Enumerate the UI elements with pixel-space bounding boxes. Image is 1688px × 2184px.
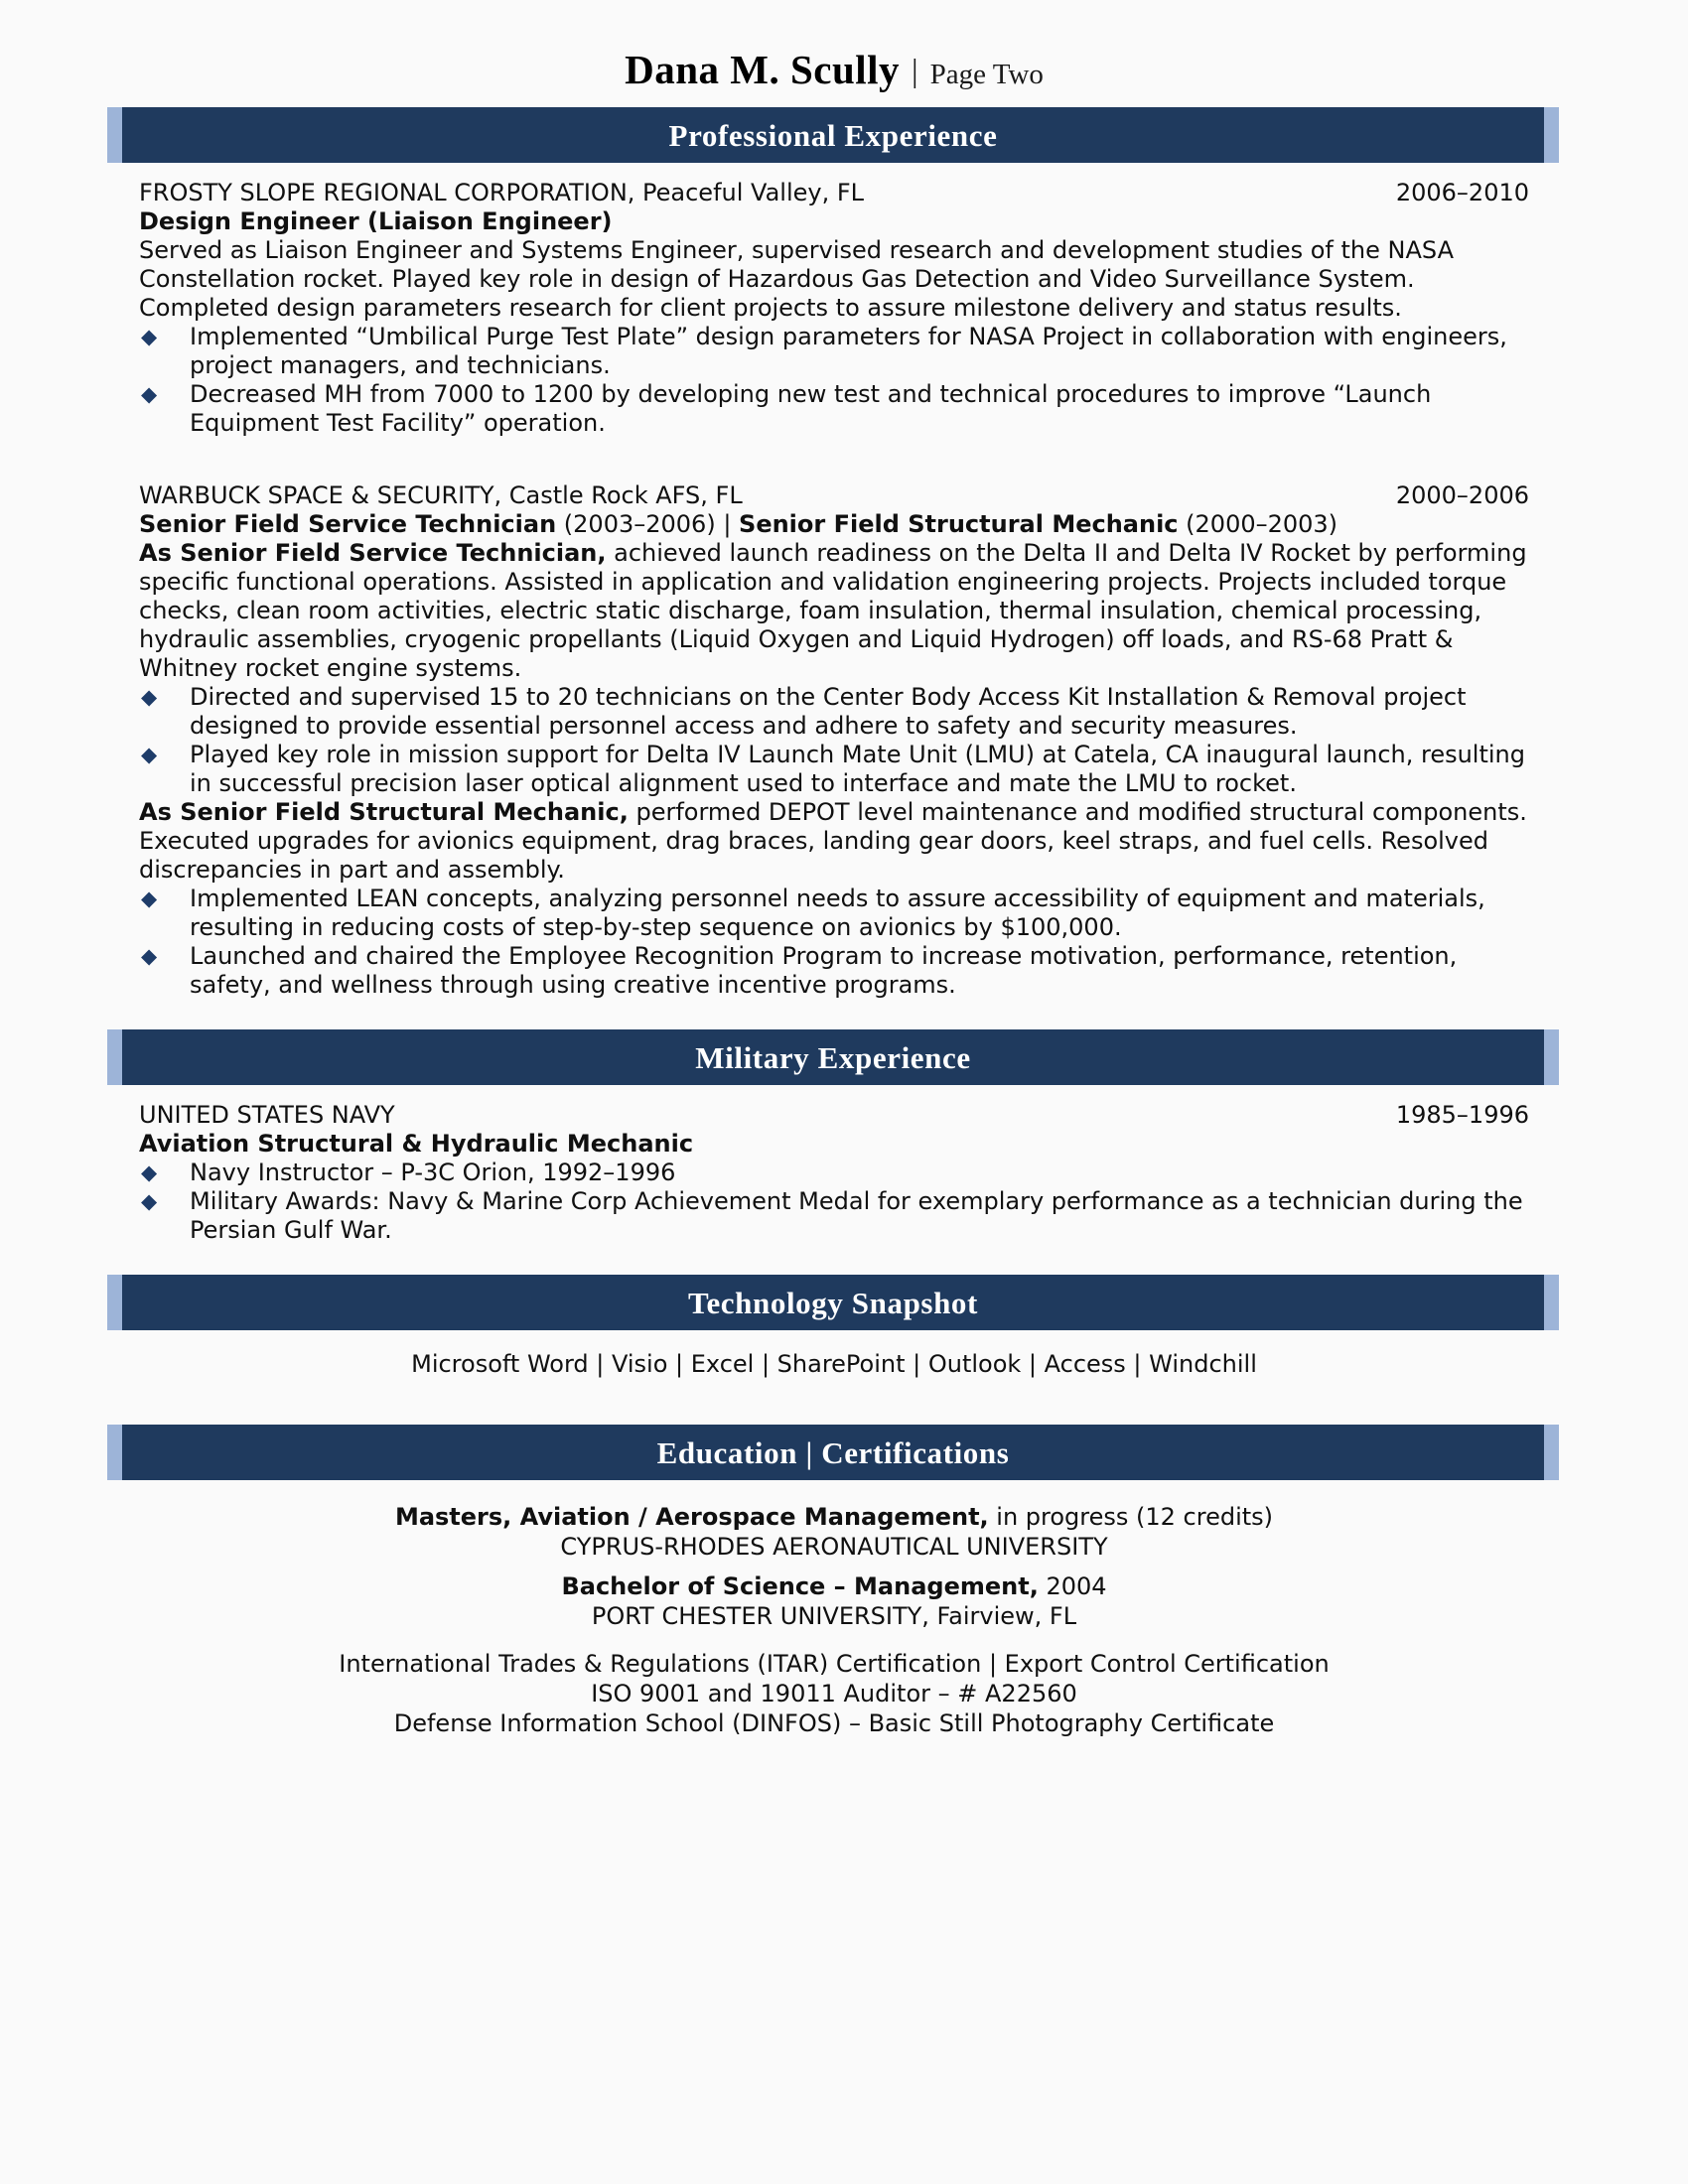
bullet-text: Played key role in mission support for Delta IV Launch Mate Unit (LMU) at Catela, CA inaugural launch, resulting in successful precision laser optical alignment used to interface and mate the LMU to rocket. [190,741,1525,797]
paragraph-lead: As Senior Field Structural Mechanic, [139,798,629,826]
job-header [139,179,1529,207]
certification-line: Defense Information School (DINFOS) – Basic Still Photography Certificate [393,1709,1275,1737]
job-paragraph-structural-mechanic [139,798,1529,885]
paragraph-lead: As Senior Field Service Technician, [139,539,607,567]
person-name: Dana M. Scully [625,47,901,92]
job-title: Design Engineer (Liaison Engineer) [139,207,613,235]
bullet-item [139,1159,1529,1187]
degree-entry-bachelor [139,1571,1529,1631]
job-entry-frosty-slope [139,179,1529,438]
date-range: 1985–1996 [1395,1101,1529,1129]
company-name: FROSTY SLOPE REGIONAL CORPORATION, Peaceful Valley, FL [139,179,865,206]
job-title-role-2: Senior Field Structural Mechanic [739,510,1179,538]
degree-line [139,1502,1529,1532]
date-range: 2000–2006 [1395,481,1529,509]
job-title-line [139,510,1529,539]
bullet-text: Military Awards: Navy & Marine Corp Achievement Medal for exemplary performance as a technician during the Persian Gulf War. [190,1187,1523,1244]
bullet-item [139,885,1529,942]
military-role: Aviation Structural & Hydraulic Mechanic [139,1130,694,1158]
bullet-text: Directed and supervised 15 to 20 technicians on the Center Body Access Kit Installation & Removal project designed to provide essential personnel access and adhere to safety and security measures. [190,683,1467,740]
bullet-item [139,1187,1529,1245]
job-bullet-list [139,683,1529,798]
page-label: Page Two [929,59,1044,90]
bullet-item [139,741,1529,798]
degree-name: Bachelor of Science – Management, [561,1572,1039,1600]
section-title: Professional Experience [668,117,998,153]
job-bullet-list [139,323,1529,438]
bullet-item [139,683,1529,741]
job-bullet-list [139,885,1529,1000]
military-branch: UNITED STATES NAVY [139,1101,395,1129]
military-header [139,1101,1529,1130]
bullet-text: Implemented “Umbilical Purge Test Plate” design parameters for NASA Project in collaboration with engineers, project managers, and technicians. [190,323,1507,379]
degree-detail: in progress (12 credits) [988,1503,1274,1531]
company-name: WARBUCK SPACE & SECURITY, Castle Rock AFS, FL [139,481,743,509]
document-header [139,47,1529,92]
job-title-dates-1: (2003–2006) | [556,510,740,538]
degree-name: Masters, Aviation / Aerospace Management, [394,1503,989,1531]
bullet-diamond-icon: ◆ [141,1189,158,1213]
bullet-diamond-icon: ◆ [141,944,158,968]
job-entry-warbuck [139,481,1529,1000]
degree-detail: 2004 [1038,1572,1107,1600]
military-bullet-list [139,1159,1529,1245]
job-title-dates-2: (2000–2003) [1178,510,1338,538]
bullet-diamond-icon: ◆ [141,1160,158,1184]
section-bar-professional-experience [107,107,1559,163]
paragraph-text: performed DEPOT level maintenance and modified structural components. Executed upgrades for avionics equipment, drag braces, landing gear doors, keel straps, and fuel cells. Resolved discrepancies in part and assembly. [139,798,1527,884]
bullet-text: Launched and chaired the Employee Recognition Program to increase motivation, performance, retention, safety, and wellness through using creative incentive programs. [190,942,1458,999]
bullet-text: Decreased MH from 7000 to 1200 by developing new test and technical procedures to improve “Launch Equipment Test Facility” operation. [190,380,1432,437]
bullet-diamond-icon: ◆ [141,685,158,709]
section-title: Education | Certifications [656,1434,1010,1470]
bullet-item [139,380,1529,438]
bullet-diamond-icon: ◆ [141,382,158,406]
date-range: 2006–2010 [1395,179,1529,206]
certifications-block [139,1649,1529,1738]
section-bar-education-certifications [107,1425,1559,1480]
bullet-item [139,323,1529,380]
certification-line: International Trades & Regulations (ITAR) Certification | Export Control Certification [339,1650,1330,1678]
bullet-diamond-icon: ◆ [141,743,158,766]
school-name: PORT CHESTER UNIVERSITY, Fairview, FL [591,1602,1077,1630]
military-experience-body [139,1085,1529,1245]
education-body [139,1480,1529,1738]
bullet-text: Navy Instructor – P-3C Orion, 1992–1996 [190,1159,676,1186]
job-paragraph-service-technician [139,539,1529,683]
technology-items-line: Microsoft Word | Visio | Excel | SharePoint | Outlook | Access | Windchill [411,1350,1257,1378]
professional-experience-body [139,163,1529,1000]
header-separator: | [912,54,918,89]
degree-line [139,1571,1529,1601]
bullet-text: Implemented LEAN concepts, analyzing personnel needs to assure accessibility of equipment and materials, resulting in reducing costs of step-by-step sequence on avionics by $100,000. [190,885,1485,941]
bullet-diamond-icon: ◆ [141,887,158,910]
certification-line: ISO 9001 and 19011 Auditor – # A22560 [591,1680,1077,1707]
job-summary: Served as Liaison Engineer and Systems Engineer, supervised research and development studies of the NASA Constellation rocket. Played key role in design of Hazardous Gas Detection and Video Surveillance System. Completed design parameters research for client projects to assure milestone delivery and status results. [139,236,1454,322]
school-name: CYPRUS-RHODES AERONAUTICAL UNIVERSITY [560,1533,1108,1561]
bullet-diamond-icon: ◆ [141,325,158,348]
section-title: Technology Snapshot [688,1285,978,1320]
paragraph-text: achieved launch readiness on the Delta II and Delta IV Rocket by performing specific functional operations. Assisted in application and validation engineering projects. Projects included torque checks, clean room activities, electric static discharge, foam insulation, thermal insulation, chemical processing, hydraulic assemblies, cryogenic propellants (Liquid Oxygen and Liquid Hydrogen) off loads, and RS-68 Pratt & Whitney rocket engine systems. [139,539,1527,682]
bullet-item [139,942,1529,1000]
section-title: Military Experience [695,1039,971,1075]
section-bar-military-experience [107,1029,1559,1085]
job-title-role-1: Senior Field Service Technician [139,510,557,538]
degree-entry-masters [139,1502,1529,1562]
job-header [139,481,1529,510]
section-bar-technology-snapshot [107,1275,1559,1330]
